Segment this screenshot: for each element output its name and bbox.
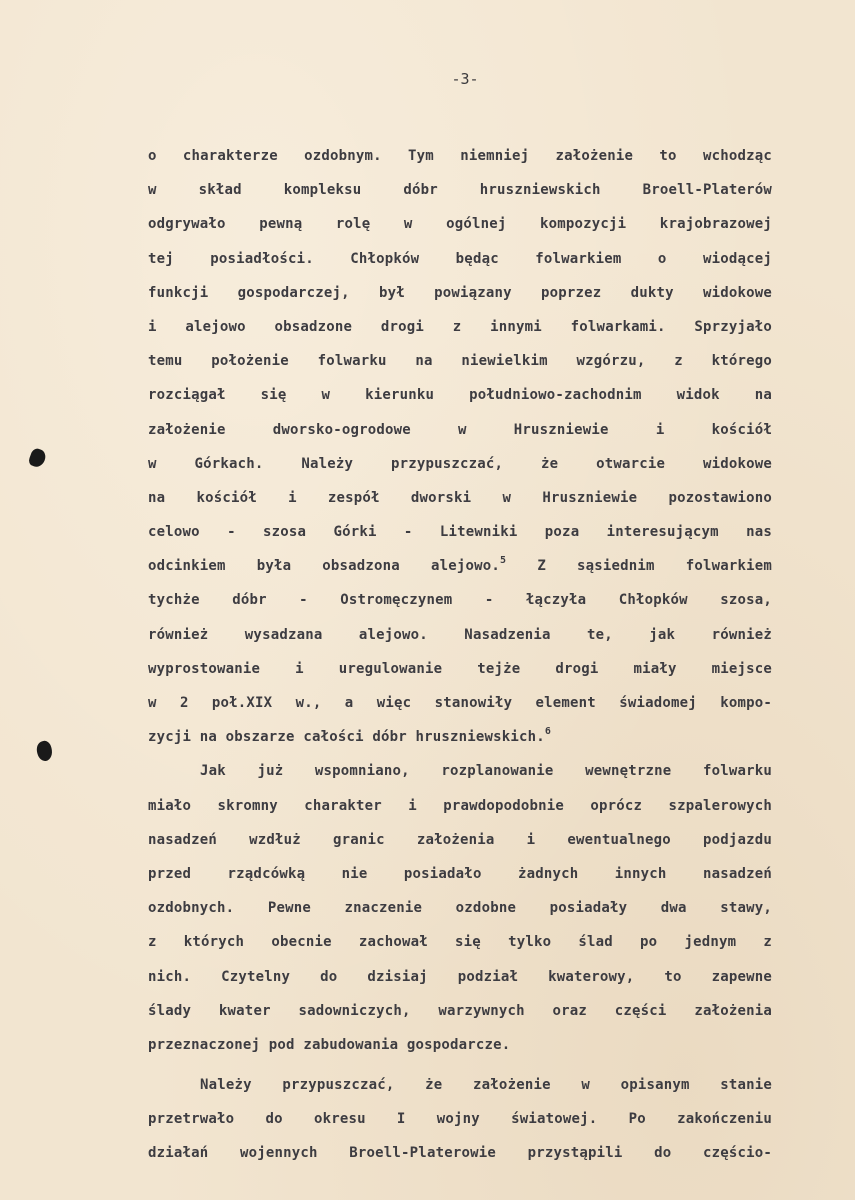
text-line-content: przed rządcówką nie posiadało żadnych innych nasadzeń: [148, 865, 772, 882]
text-line-content: celowo - szosa Górki - Litewniki poza interesującym nas: [148, 524, 772, 541]
text-line-content: w skład kompleksu dóbr hruszniewskich Broell-Platerów: [148, 182, 772, 199]
text-line-content: i alejowo obsadzone drogi z innymi folwarkami. Sprzyjało: [148, 318, 772, 335]
text-line: [148, 1136, 772, 1170]
text-line-content: ozdobnych. Pewne znaczenie ozdobne posiadały dwa stawy,: [148, 900, 772, 917]
text-line: [148, 1028, 772, 1062]
text-line-content: odcinkiem była obsadzona alejowo.: [148, 558, 501, 575]
text-line: [148, 583, 772, 617]
text-line: [148, 823, 772, 857]
page-number: -3-: [451, 70, 479, 88]
text-line: [148, 447, 772, 481]
footnote-marker: 5: [500, 555, 507, 567]
text-line: [148, 994, 772, 1028]
text-line: [148, 310, 772, 344]
text-line-content: nasadzeń wzdłuż granic założenia i ewentualnego podjazdu: [148, 831, 772, 848]
text-line: [148, 618, 772, 652]
text-line-content: również wysadzana alejowo. Nasadzenia te, jak również: [148, 626, 772, 643]
text-line-content: temu położenie folwarku na niewielkim wzgórzu, z którego: [148, 353, 772, 370]
text-line: [148, 139, 772, 173]
text-line-content: przetrwało do okresu I wojny światowej. Po zakończeniu: [148, 1111, 772, 1128]
text-line-content: funkcji gospodarczej, był powiązany poprzez dukty widokowe: [148, 284, 772, 301]
text-line-content: nich. Czytelny do dzisiaj podział kwaterowy, to zapewne: [148, 968, 772, 985]
text-line-content: Jak już wspomniano, rozplanowanie wewnętrzne folwarku: [200, 763, 772, 780]
text-line-content: założenie dworsko-ogrodowe w Hruszniewie i kościół: [148, 421, 772, 438]
text-line: [148, 413, 772, 447]
text-line-content: tej posiadłości. Chłopków będąc folwarkiem o wiodącej: [148, 250, 772, 267]
text-line-content: odgrywało pewną rolę w ogólnej kompozycji krajobrazowej: [148, 216, 772, 233]
text-line-content: Należy przypuszczać, że założenie w opisanym stanie: [200, 1077, 772, 1094]
text-line: [148, 378, 772, 412]
text-line: [148, 720, 772, 754]
text-line: [148, 891, 772, 925]
text-line-content: z których obecnie zachował się tylko ślad po jednym z: [148, 934, 772, 951]
text-line: [148, 242, 772, 276]
text-line: [148, 481, 772, 515]
text-line-content: przeznaczonej pod zabudowania gospodarcze.: [148, 1036, 511, 1053]
text-line-content: ślady kwater sadowniczych, warzywnych oraz części założenia: [148, 1002, 772, 1019]
text-line: [148, 1102, 772, 1136]
text-line: [148, 925, 772, 959]
text-line: [148, 1068, 772, 1102]
footnote-marker: 6: [544, 726, 552, 738]
text-line: [148, 960, 772, 994]
text-line: [148, 344, 772, 378]
text-line: [148, 789, 772, 823]
text-line-content: o charakterze ozdobnym. Tym niemniej założenie to wchodząc: [148, 148, 772, 164]
text-line: [148, 515, 772, 549]
text-line: [148, 276, 772, 310]
text-line: [148, 686, 772, 720]
text-line: [148, 652, 772, 686]
text-line-content: zycji na obszarze całości dóbr hruszniewskich.: [148, 729, 545, 746]
text-line-content: działań wojennych Broell-Platerowie przystąpili do częścio-: [148, 1145, 772, 1162]
punch-hole-top: [27, 447, 47, 469]
text-line: [148, 754, 772, 788]
text-line: [148, 549, 772, 583]
text-line-content: w 2 poł.XIX w., a więc stanowiły element świadomej kompo-: [148, 695, 772, 711]
text-line: [148, 207, 772, 241]
text-line-content: w Górkach. Należy przypuszczać, że otwarcie widokowe: [148, 455, 772, 472]
text-line: [148, 173, 772, 207]
text-line-content: miało skromny charakter i prawdopodobnie oprócz szpalerowych: [148, 797, 772, 814]
text-line-content: wyprostowanie i uregulowanie tejże drogi miały miejsce: [148, 660, 772, 677]
punch-hole-bottom: [35, 739, 55, 762]
text-line-content: rozciągał się w kierunku południowo-zachodnim widok na: [148, 387, 772, 404]
text-line-continuation: Z sąsiednim folwarkiem: [506, 558, 772, 575]
text-line: [148, 857, 772, 891]
text-line-content: na kościół i zespół dworski w Hruszniewie pozostawiono: [148, 489, 772, 506]
body-text: [148, 139, 772, 1171]
text-line-content: tychże dóbr - Ostromęczynem - łączyła Chłopków szosa,: [148, 592, 772, 609]
